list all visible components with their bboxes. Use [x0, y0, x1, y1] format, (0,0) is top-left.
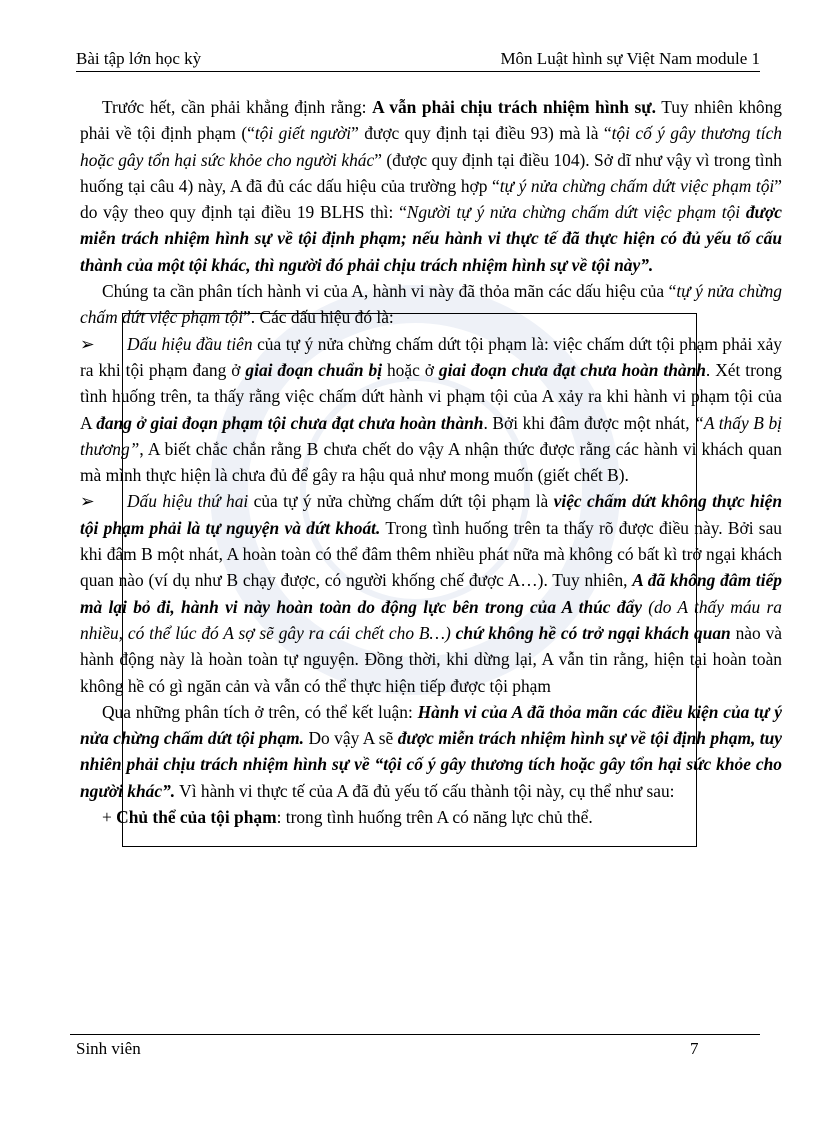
- page-body: [80, 94, 782, 830]
- header-right: Môn Luật hình sự Việt Nam module 1: [500, 49, 760, 68]
- paragraph-conclusion-intro: Trước hết, cần phải khẳng định rằng: A vẫn phải chịu trách nhiệm hình sự. Tuy nhiên không phải về tội định phạm (“tội giết người” được quy định tại điều 93) mà là “tội cố ý gây thương tích hoặc gây tổn hại sức khỏe cho người khác” (được quy định tại điều 104). Sở dĩ như vậy vì trong tình huống tại câu 4) này, A đã đủ các dấu hiệu của trường hợp “tự ý nửa chừng chấm dứt việc phạm tội” do vậy theo quy định tại điều 19 BLHS thì: “Người tự ý nửa chừng chấm dứt việc phạm tội được miễn trách nhiệm hình sự về tội định phạm; nếu hành vi thực tế đã thực hiện có đủ yếu tố cấu thành của một tội khác, thì người đó phải chịu trách nhiệm hình sự về tội này”.: [80, 97, 782, 275]
- paragraph-conclusion: Qua những phân tích ở trên, có thể kết luận: Hành vi của A đã thỏa mãn các điều kiện của tự ý nửa chừng chấm dứt tội phạm. Do vậy A sẽ được miễn trách nhiệm hình sự về tội định phạm, tuy nhiên phải chịu trách nhiệm hình sự về “tội cố ý gây thương tích hoặc gây tổn hại sức khỏe cho người khác”. Vì hành vi thực tế của A đã đủ yếu tố cấu thành tội này, cụ thể như sau:: [80, 701, 783, 801]
- bullet-arrow-icon: ➢: [80, 491, 95, 512]
- list-item-second-sign: ➢ Dấu hiệu thứ hai của tự ý nửa chừng chấm dứt tội phạm là việc chấm dứt không thực hiện tội phạm phải là tự nguyện và dứt khoát. Trong tình huống trên ta thấy rõ được điều này. Bởi sau khi đâm B một nhát, A hoàn toàn có thể đâm thêm nhiều phát nữa mà không có bất kì trở ngại khách quan nào (ví dụ như B chạy được, có người khống chế được A…). Tuy nhiên, A đã không đâm tiếp mà lại bỏ đi, hành vi này hoàn toàn do động lực bên trong của A thúc đẩy (do A thấy máu ra nhiều, có thể lúc đó A sợ sẽ gây ra cái chết cho B…) chứ không hề có trở ngại khách quan nào và hành động này là hoàn toàn tự nguyện. Đồng thời, khi dừng lại, A vẫn tin rằng, hiện tại hoàn toàn không hề có gì ngăn cản và vẫn có thể thực hiện tiếp được tội phạm: [80, 488, 782, 698]
- list-item-subject: + Chủ thể của tội phạm: trong tình huống trên A có năng lực chủ thể.: [102, 807, 593, 828]
- page-footer: [70, 1034, 760, 1058]
- footer-student-label: Sinh viên: [76, 1039, 141, 1058]
- page-number: 7: [690, 1039, 699, 1058]
- bullet-arrow-icon: ➢: [80, 333, 95, 354]
- paragraph-analysis-intro: Chúng ta cần phân tích hành vi của A, hành vi này đã thỏa mãn các dấu hiệu của “tự ý nửa chừng chấm dứt việc phạm tội”. Các dấu hiệu đó là:: [80, 281, 782, 328]
- header-left: Bài tập lớn học kỳ: [76, 49, 202, 68]
- page-header: [76, 49, 760, 72]
- list-item-first-sign: ➢ Dấu hiệu đầu tiên của tự ý nửa chừng chấm dứt tội phạm là: việc chấm dứt tội phạm phải xảy ra khi tội phạm đang ở giai đoạn chuẩn bị hoặc ở giai đoạn chưa đạt chưa hoàn thành. Xét trong tình huống trên, ta thấy rằng việc chấm dứt hành vi phạm tội của A xảy ra khi hành vi phạm tội của A đang ở giai đoạn phạm tội chưa đạt chưa hoàn thành. Bởi khi đâm được một nhát, “A thấy B bị thương”, A biết chắc chắn rằng B chưa chết do vậy A nhận thức được rằng các hành vi khách quan mà mình thực hiện là chưa đủ để gây ra hậu quả như mong muốn (giết chết B).: [80, 331, 782, 489]
